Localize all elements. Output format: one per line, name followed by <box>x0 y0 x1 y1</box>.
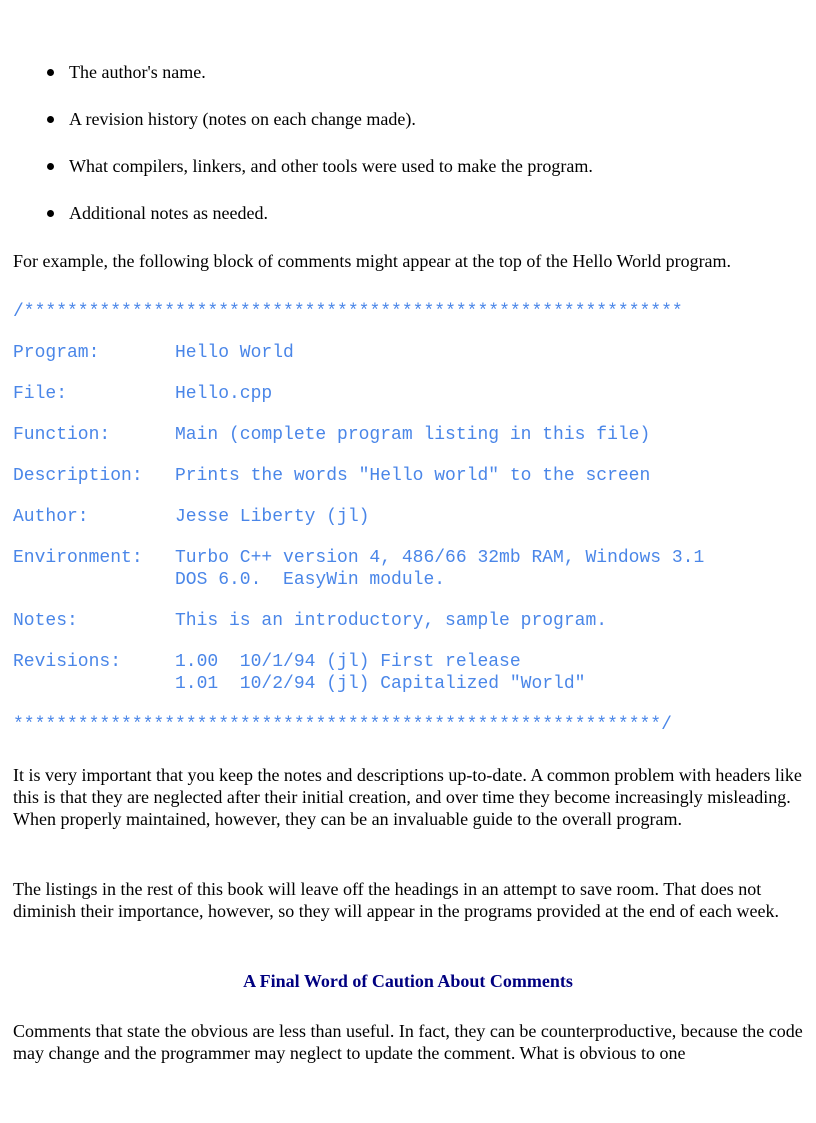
list-item-text: The author's name. <box>69 62 206 82</box>
intro-paragraph: For example, the following block of comments might appear at the top of the Hello World program. <box>13 251 732 271</box>
list-item-text: What compilers, linkers, and other tools were used to make the program. <box>69 156 593 176</box>
code-key: Description: <box>13 466 143 486</box>
bullet-icon <box>47 69 54 76</box>
code-value: Turbo C++ version 4, 486/66 32mb RAM, Windows 3.1 <box>175 548 705 568</box>
code-value: This is an introductory, sample program. <box>175 611 608 631</box>
list-item <box>0 201 593 248</box>
code-value: Hello World <box>175 343 294 363</box>
code-line-revisions <box>13 651 585 695</box>
code-line-notes <box>13 610 607 632</box>
list-item-text: A revision history (notes on each change made). <box>69 109 416 129</box>
code-value: 1.00 10/1/94 (jl) First release <box>175 652 521 672</box>
code-line-program <box>13 342 294 364</box>
code-line-file <box>13 383 272 405</box>
bullet-icon <box>47 163 54 170</box>
code-value-continued: 1.01 10/2/94 (jl) Capitalized "World" <box>175 674 586 694</box>
list-item <box>0 154 593 201</box>
code-value-continued: DOS 6.0. EasyWin module. <box>175 570 446 590</box>
paragraph-listings: The listings in the rest of this book will leave off the headings in an attempt to save room. That does not diminish their importance, however, so they will appear in the programs provided at the end of each week. <box>13 879 780 921</box>
paragraph-maintenance: It is very important that you keep the notes and descriptions up-to-date. A common problem with headers like this is that they are neglected after their initial creation, and over time they become increasingly misleading. When properly maintained, however, they can be an invaluable guide to the overall program. <box>13 765 802 829</box>
code-border-bottom: ************************************************************/ <box>13 715 672 735</box>
list-item <box>0 60 593 107</box>
code-value: Prints the words "Hello world" to the screen <box>175 466 651 486</box>
paragraph-caution: Comments that state the obvious are less than useful. In fact, they can be counterproductive, because the code may change and the programmer may neglect to update the comment. What is obvious to one <box>13 1021 803 1063</box>
code-line-description <box>13 465 650 487</box>
section-heading: A Final Word of Caution About Comments <box>243 971 573 991</box>
code-key: Function: <box>13 425 111 445</box>
bullet-icon <box>47 210 54 217</box>
list-item-text: Additional notes as needed. <box>69 203 268 223</box>
code-key: Notes: <box>13 611 78 631</box>
code-value: Jesse Liberty (jl) <box>175 507 370 527</box>
code-key: Author: <box>13 507 89 527</box>
bullet-icon <box>47 116 54 123</box>
bullet-list <box>0 60 593 248</box>
code-border-top: /************************************************************* <box>13 302 683 322</box>
code-line-function <box>13 424 650 446</box>
code-key: File: <box>13 384 68 404</box>
code-key: Revisions: <box>13 652 122 672</box>
code-line-environment <box>13 547 704 591</box>
list-item <box>0 107 593 154</box>
code-key: Program: <box>13 343 100 363</box>
code-value: Main (complete program listing in this file) <box>175 425 651 445</box>
code-value: Hello.cpp <box>175 384 273 404</box>
code-key: Environment: <box>13 548 143 568</box>
code-line-author <box>13 506 369 528</box>
